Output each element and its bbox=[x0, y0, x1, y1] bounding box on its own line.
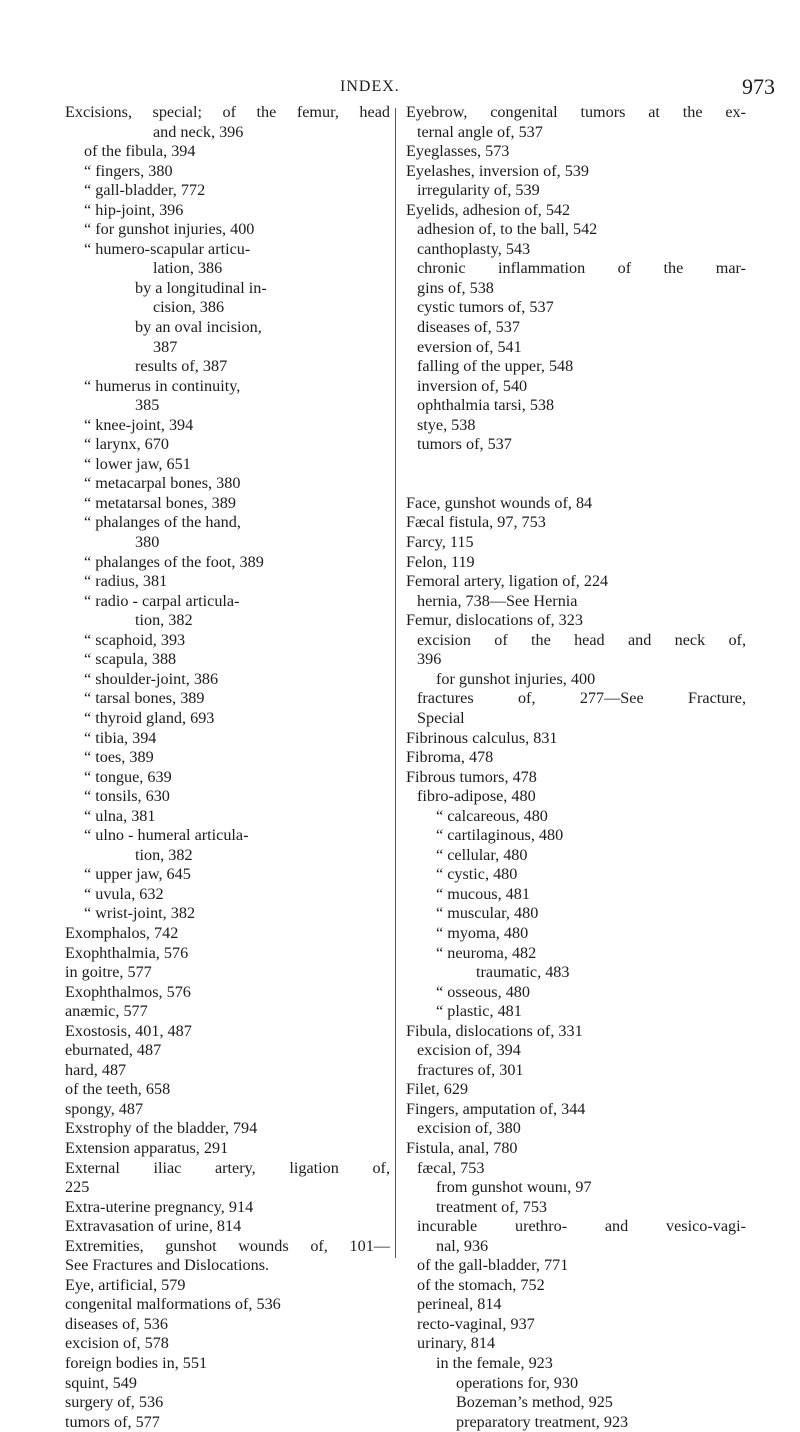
index-entry: Femoral artery, ligation of, 224 bbox=[406, 572, 609, 591]
index-entry: from gunshot wounı, 97 bbox=[436, 1178, 592, 1197]
index-entry: irregularity of, 539 bbox=[417, 181, 540, 200]
index-entry: Face, gunshot wounds of, 84 bbox=[406, 493, 593, 512]
index-entry: hernia, 738—See Hernia bbox=[417, 591, 578, 610]
index-entry: Fibula, dislocations of, 331 bbox=[406, 1021, 583, 1040]
index-entry: “ thyroid gland, 693 bbox=[84, 708, 215, 727]
index-entry: preparatory treatment, 923 bbox=[456, 1412, 629, 1431]
index-entry: “ cystic, 480 bbox=[436, 865, 518, 884]
index-entry: Fingers, amputation of, 344 bbox=[406, 1099, 586, 1118]
index-entry: “ phalanges of the foot, 389 bbox=[84, 552, 264, 571]
index-entry: 387 bbox=[153, 337, 178, 356]
index-entry: ophthalmia tarsi, 538 bbox=[417, 396, 555, 415]
index-entry: tumors of, 577 bbox=[65, 1412, 160, 1431]
index-entry: excision of, 394 bbox=[417, 1041, 521, 1060]
index-entry: Filet, 629 bbox=[406, 1080, 469, 1099]
index-entry: ternal angle of, 537 bbox=[417, 122, 543, 141]
index-entry: operations for, 930 bbox=[456, 1373, 579, 1392]
index-entry: Bozeman’s method, 925 bbox=[456, 1393, 613, 1412]
index-entry: “ lower jaw, 651 bbox=[84, 454, 191, 473]
index-entry: “ plastic, 481 bbox=[436, 1002, 522, 1021]
index-entry: “ ulna, 381 bbox=[84, 806, 156, 825]
index-entry: “ humerus in continuity, bbox=[84, 376, 241, 395]
index-entry: “ toes, 389 bbox=[84, 748, 154, 767]
index-entry: Eye, artificial, 579 bbox=[65, 1275, 186, 1294]
column-divider bbox=[395, 108, 396, 1258]
index-entry: eburnated, 487 bbox=[65, 1041, 162, 1060]
index-entry: incurable urethro- and vesico-vagi- bbox=[417, 1217, 746, 1236]
index-entry: canthoplasty, 543 bbox=[417, 239, 531, 258]
index-entry: Exophthalmos, 576 bbox=[65, 982, 191, 1001]
index-entry: Eyebrow, congenital tumors at the ex- bbox=[406, 103, 746, 121]
index-entry: “ neuroma, 482 bbox=[436, 943, 537, 962]
index-entry: 225 bbox=[65, 1178, 90, 1197]
index-entry: gins of, 538 bbox=[417, 278, 494, 297]
index-entry: 380 bbox=[135, 533, 160, 552]
index-entry: Extravasation of urine, 814 bbox=[65, 1217, 242, 1236]
index-entry: Femur, dislocations of, 323 bbox=[406, 611, 583, 630]
index-entry: Excisions, special; of the femur, head bbox=[65, 103, 390, 121]
index-entry: Extension apparatus, 291 bbox=[65, 1138, 229, 1157]
index-entry: “ muscular, 480 bbox=[436, 904, 539, 923]
index-entry: “ upper jaw, 645 bbox=[84, 865, 191, 884]
index-entry: urinary, 814 bbox=[417, 1334, 496, 1353]
index-entry: Eyeglasses, 573 bbox=[406, 142, 510, 161]
index-entry: of the stomach, 752 bbox=[417, 1275, 545, 1294]
index-entry: Special bbox=[417, 708, 465, 727]
index-entry: excision of, 578 bbox=[65, 1334, 169, 1353]
index-column-left bbox=[65, 103, 390, 1432]
index-entry: by a longitudinal in- bbox=[135, 278, 267, 297]
index-entry: Exophthalmia, 576 bbox=[65, 943, 189, 962]
index-entry: “ ulno - humeral articula- bbox=[84, 826, 249, 845]
index-entry: and neck, 396 bbox=[153, 122, 244, 141]
index-column-right bbox=[406, 103, 746, 1432]
index-entry: “ osseous, 480 bbox=[436, 982, 530, 1001]
index-entry: adhesion of, to the ball, 542 bbox=[417, 220, 598, 239]
index-entry: Exostosis, 401, 487 bbox=[65, 1021, 192, 1040]
index-entry: in goitre, 577 bbox=[65, 963, 152, 982]
index-entry: squint, 549 bbox=[65, 1373, 137, 1392]
index-entry: Eyelids, adhesion of, 542 bbox=[406, 200, 571, 219]
index-entry: “ radio - carpal articula- bbox=[84, 591, 240, 610]
index-entry: fractures of, 277—See Fracture, bbox=[417, 689, 746, 708]
index-entry: “ knee-joint, 394 bbox=[84, 415, 194, 434]
index-entry: “ fingers, 380 bbox=[84, 161, 173, 180]
index-entry: excision of the head and neck of, bbox=[417, 630, 746, 649]
index-entry: results of, 387 bbox=[135, 357, 228, 376]
index-entry: chronic inflammation of the mar- bbox=[417, 259, 746, 278]
index-entry bbox=[406, 455, 746, 475]
index-entry: anæmic, 577 bbox=[65, 1002, 148, 1021]
index-entry: Felon, 119 bbox=[406, 552, 475, 571]
index-entry: “ metatarsal bones, 389 bbox=[84, 493, 236, 512]
index-entry: tumors of, 537 bbox=[417, 435, 512, 454]
index-entry: of the teeth, 658 bbox=[65, 1080, 171, 1099]
index-entry: “ calcareous, 480 bbox=[436, 806, 548, 825]
index-entry: fractures of, 301 bbox=[417, 1060, 524, 1079]
index-entry: “ tonsils, 630 bbox=[84, 787, 170, 806]
index-entry bbox=[406, 474, 746, 494]
index-entry: of the fibula, 394 bbox=[84, 142, 196, 161]
index-entry: spongy, 487 bbox=[65, 1099, 144, 1118]
index-entry: nal, 936 bbox=[436, 1236, 489, 1255]
index-entry: “ for gunshot injuries, 400 bbox=[84, 220, 255, 239]
index-entry: perineal, 814 bbox=[417, 1295, 502, 1314]
index-entry: Exomphalos, 742 bbox=[65, 923, 179, 942]
index-entry: eversion of, 541 bbox=[417, 337, 522, 356]
index-entry: External iliac artery, ligation of, bbox=[65, 1158, 390, 1177]
index-entry: “ humero-scapular articu- bbox=[84, 239, 251, 258]
index-entry: hard, 487 bbox=[65, 1060, 127, 1079]
index-entry: “ radius, 381 bbox=[84, 572, 168, 591]
page-number: 973 bbox=[742, 74, 775, 99]
index-entry: “ metacarpal bones, 380 bbox=[84, 474, 241, 493]
index-entry: excision of, 380 bbox=[417, 1119, 521, 1138]
index-entry: “ tarsal bones, 389 bbox=[84, 689, 205, 708]
index-entry: by an oval incision, bbox=[135, 318, 262, 337]
index-entry: Eyelashes, inversion of, 539 bbox=[406, 161, 589, 180]
index-entry: inversion of, 540 bbox=[417, 376, 528, 395]
index-entry: 385 bbox=[135, 396, 160, 415]
index-entry: See Fractures and Dislocations. bbox=[65, 1256, 270, 1275]
index-entry: Farcy, 115 bbox=[406, 533, 474, 552]
index-entry: fibro-adipose, 480 bbox=[417, 787, 536, 806]
index-entry: “ scaphoid, 393 bbox=[84, 630, 186, 649]
index-entry: “ tibia, 394 bbox=[84, 728, 157, 747]
index-entry: in the female, 923 bbox=[436, 1354, 553, 1372]
index-entry: cision, 386 bbox=[153, 298, 225, 317]
index-entry: “ shoulder-joint, 386 bbox=[84, 669, 219, 688]
index-entry: lation, 386 bbox=[153, 259, 223, 278]
index-entry: stye, 538 bbox=[417, 415, 476, 434]
index-entry: treatment of, 753 bbox=[436, 1197, 548, 1216]
index-entry: “ cellular, 480 bbox=[436, 845, 528, 864]
index-entry: of the gall-bladder, 771 bbox=[417, 1256, 569, 1275]
index-entry: Fibrous tumors, 478 bbox=[406, 767, 537, 786]
index-entry: traumatic, 483 bbox=[476, 963, 570, 982]
index-entry: “ cartilaginous, 480 bbox=[436, 826, 564, 845]
index-entry: Fistula, anal, 780 bbox=[406, 1138, 518, 1157]
index-entry: “ mucous, 481 bbox=[436, 884, 530, 903]
index-entry: “ hip-joint, 396 bbox=[84, 200, 184, 219]
index-entry: tion, 382 bbox=[135, 845, 193, 864]
index-entry: Extremities, gunshot wounds of, 101— bbox=[65, 1236, 390, 1255]
index-entry: “ myoma, 480 bbox=[436, 923, 529, 942]
index-entry: 396 bbox=[417, 650, 442, 669]
index-entry: tion, 382 bbox=[135, 611, 193, 630]
index-entry: falling of the upper, 548 bbox=[417, 357, 574, 376]
index-entry: fæcal, 753 bbox=[417, 1158, 485, 1177]
index-entry: “ uvula, 632 bbox=[84, 884, 164, 903]
index-entry: Fæcal fistula, 97, 753 bbox=[406, 513, 546, 532]
index-entry: Fibroma, 478 bbox=[406, 748, 494, 767]
index-entry: congenital malformations of, 536 bbox=[65, 1295, 281, 1314]
index-entry: “ tongue, 639 bbox=[84, 767, 172, 786]
index-entry: “ phalanges of the hand, bbox=[84, 513, 241, 532]
index-entry: Fibrinous calculus, 831 bbox=[406, 728, 558, 747]
index-entry: for gunshot injuries, 400 bbox=[436, 669, 596, 688]
index-entry: “ larynx, 670 bbox=[84, 435, 169, 454]
index-entry: cystic tumors of, 537 bbox=[417, 298, 554, 317]
index-entry: recto-vaginal, 937 bbox=[417, 1314, 535, 1333]
index-entry: diseases of, 537 bbox=[417, 318, 520, 337]
index-entry: “ gall-bladder, 772 bbox=[84, 181, 206, 200]
index-entry: foreign bodies in, 551 bbox=[65, 1354, 208, 1372]
index-entry: Extra-uterine pregnancy, 914 bbox=[65, 1197, 254, 1216]
index-entry: surgery of, 536 bbox=[65, 1393, 164, 1412]
running-header: INDEX. bbox=[340, 78, 400, 95]
index-entry: “ wrist-joint, 382 bbox=[84, 904, 196, 923]
index-entry: diseases of, 536 bbox=[65, 1314, 168, 1333]
index-entry: “ scapula, 388 bbox=[84, 650, 177, 669]
index-entry: Exstrophy of the bladder, 794 bbox=[65, 1119, 258, 1138]
